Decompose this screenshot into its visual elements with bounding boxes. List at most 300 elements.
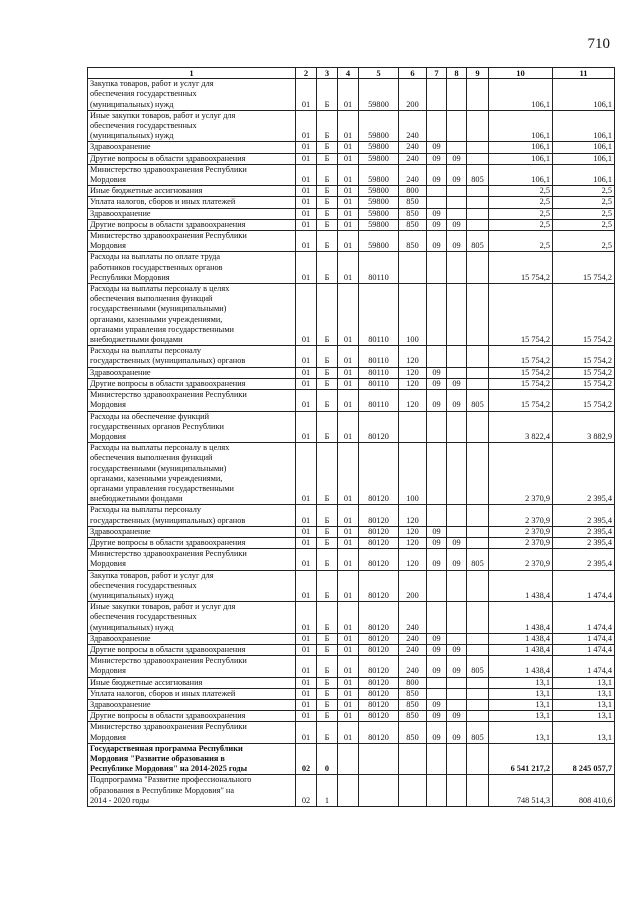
cell-c6 <box>399 411 427 443</box>
cell-c10: 13,1 <box>489 711 553 722</box>
cell-c6: 850 <box>399 688 427 699</box>
cell-c6: 850 <box>399 197 427 208</box>
cell-c9: 805 <box>467 164 489 185</box>
cell-c2: 01 <box>296 677 317 688</box>
table-row <box>88 197 615 208</box>
cell-c5: 80120 <box>359 699 399 710</box>
row-name-line: Министерство здравоохранения Республики <box>90 722 247 732</box>
table-row <box>88 570 615 602</box>
cell-c3: Б <box>317 79 338 111</box>
row-name-cell <box>88 602 296 634</box>
cell-c9 <box>467 505 489 526</box>
cell-c7 <box>427 79 447 111</box>
cell-c11: 2 395,4 <box>553 505 615 526</box>
cell-c2: 01 <box>296 164 317 185</box>
row-name-cell <box>88 549 296 570</box>
cell-c9 <box>467 378 489 389</box>
cell-c3: Б <box>317 390 338 411</box>
cell-c2: 01 <box>296 142 317 153</box>
cell-c9 <box>467 79 489 111</box>
cell-c7: 09 <box>427 367 447 378</box>
cell-c3: Б <box>317 252 338 284</box>
cell-c9 <box>467 711 489 722</box>
cell-c2: 01 <box>296 79 317 111</box>
cell-c10: 2,5 <box>489 186 553 197</box>
cell-c5: 80110 <box>359 378 399 389</box>
cell-c10: 106,1 <box>489 153 553 164</box>
row-name-line: Другие вопросы в области здравоохранения <box>90 378 246 388</box>
cell-c5: 59800 <box>359 186 399 197</box>
cell-c2: 01 <box>296 367 317 378</box>
cell-c5 <box>359 743 399 775</box>
cell-c9 <box>467 644 489 655</box>
cell-c8: 09 <box>447 219 467 230</box>
budget-table <box>87 67 615 807</box>
cell-c7: 09 <box>427 219 447 230</box>
cell-c6: 240 <box>399 602 427 634</box>
cell-c4: 01 <box>338 411 359 443</box>
table-row <box>88 186 615 197</box>
cell-c9 <box>467 677 489 688</box>
row-name-line: Министерство здравоохранения Республики <box>90 164 247 174</box>
cell-c10: 106,1 <box>489 79 553 111</box>
row-name-line: Уплата налогов, сборов и иных платежей <box>90 688 236 698</box>
cell-c9 <box>467 284 489 346</box>
cell-c4: 01 <box>338 110 359 142</box>
cell-c4: 01 <box>338 537 359 548</box>
cell-c11: 2,5 <box>553 197 615 208</box>
cell-c2: 01 <box>296 526 317 537</box>
cell-c4: 01 <box>338 505 359 526</box>
row-name-line: обеспечения выполнения функций <box>90 453 213 463</box>
cell-c8: 09 <box>447 722 467 743</box>
row-name-cell <box>88 711 296 722</box>
cell-c2: 01 <box>296 252 317 284</box>
row-name-cell <box>88 775 296 807</box>
row-name-line: органами управления государственными <box>90 483 234 493</box>
cell-c7 <box>427 505 447 526</box>
table-row <box>88 142 615 153</box>
row-name-line: Расходы на выплаты персоналу <box>90 346 202 356</box>
cell-c4: 01 <box>338 722 359 743</box>
cell-c6: 120 <box>399 378 427 389</box>
cell-c5: 59800 <box>359 164 399 185</box>
cell-c5: 80110 <box>359 346 399 367</box>
cell-c3: Б <box>317 722 338 743</box>
cell-c6: 120 <box>399 526 427 537</box>
cell-c4: 01 <box>338 197 359 208</box>
cell-c6: 120 <box>399 367 427 378</box>
cell-c3: Б <box>317 677 338 688</box>
column-header-10: 10 <box>489 68 553 79</box>
table-row <box>88 79 615 111</box>
cell-c6: 240 <box>399 142 427 153</box>
cell-c11: 2 395,4 <box>553 443 615 505</box>
cell-c5: 59800 <box>359 110 399 142</box>
cell-c4: 01 <box>338 677 359 688</box>
cell-c7 <box>427 677 447 688</box>
cell-c2: 02 <box>296 775 317 807</box>
row-name-line: Расходы на выплаты персоналу <box>90 505 202 515</box>
table-row <box>88 390 615 411</box>
row-name-line: Другие вопросы в области здравоохранения <box>90 153 246 163</box>
cell-c8: 09 <box>447 153 467 164</box>
cell-c10: 2 370,9 <box>489 526 553 537</box>
cell-c3: Б <box>317 505 338 526</box>
cell-c7 <box>427 284 447 346</box>
cell-c6: 850 <box>399 722 427 743</box>
cell-c11: 13,1 <box>553 711 615 722</box>
cell-c10: 2,5 <box>489 197 553 208</box>
cell-c9 <box>467 688 489 699</box>
row-name-cell <box>88 284 296 346</box>
cell-c10: 1 438,4 <box>489 633 553 644</box>
row-name-line: Иные бюджетные ассигнования <box>90 186 203 196</box>
cell-c6: 850 <box>399 219 427 230</box>
cell-c11: 106,1 <box>553 110 615 142</box>
table-row <box>88 526 615 537</box>
cell-c2: 01 <box>296 602 317 634</box>
cell-c8 <box>447 252 467 284</box>
row-name-cell <box>88 231 296 252</box>
cell-c11: 106,1 <box>553 79 615 111</box>
row-name-cell <box>88 142 296 153</box>
cell-c3: Б <box>317 164 338 185</box>
cell-c7 <box>427 688 447 699</box>
cell-c2: 01 <box>296 722 317 743</box>
row-name-cell <box>88 219 296 230</box>
cell-c2: 01 <box>296 284 317 346</box>
table-header-row <box>88 68 615 79</box>
cell-c2: 01 <box>296 549 317 570</box>
cell-c9 <box>467 346 489 367</box>
cell-c4: 01 <box>338 164 359 185</box>
row-name-line: (муниципальных) нужд <box>90 590 174 600</box>
cell-c8 <box>447 570 467 602</box>
cell-c7: 09 <box>427 711 447 722</box>
cell-c7: 09 <box>427 656 447 677</box>
row-name-cell <box>88 537 296 548</box>
cell-c10: 2,5 <box>489 208 553 219</box>
cell-c3: Б <box>317 208 338 219</box>
table-row <box>88 699 615 710</box>
cell-c9 <box>467 208 489 219</box>
cell-c7 <box>427 602 447 634</box>
table-row <box>88 164 615 185</box>
cell-c4: 01 <box>338 79 359 111</box>
cell-c6: 120 <box>399 390 427 411</box>
cell-c2: 01 <box>296 110 317 142</box>
row-name-line: (муниципальных) нужд <box>90 622 174 632</box>
cell-c6: 850 <box>399 711 427 722</box>
cell-c6: 120 <box>399 537 427 548</box>
cell-c10: 1 438,4 <box>489 602 553 634</box>
row-name-line: органами, казенными учреждениями, <box>90 473 223 483</box>
cell-c11: 1 474,4 <box>553 633 615 644</box>
cell-c3: 0 <box>317 743 338 775</box>
cell-c8: 09 <box>447 549 467 570</box>
cell-c7 <box>427 197 447 208</box>
cell-c5: 80110 <box>359 284 399 346</box>
row-name-line: Уплата налогов, сборов и иных платежей <box>90 197 236 207</box>
row-name-cell <box>88 633 296 644</box>
table-row <box>88 677 615 688</box>
row-name-line: Министерство здравоохранения Республики <box>90 390 247 400</box>
cell-c6: 240 <box>399 633 427 644</box>
row-name-line: (муниципальных) нужд <box>90 99 174 109</box>
cell-c7: 09 <box>427 142 447 153</box>
cell-c10: 2,5 <box>489 219 553 230</box>
cell-c10: 15 754,2 <box>489 346 553 367</box>
row-name-cell <box>88 411 296 443</box>
row-name-line: государственными (муниципальными) <box>90 463 227 473</box>
row-name-cell <box>88 443 296 505</box>
table-row <box>88 346 615 367</box>
column-header-7: 7 <box>427 68 447 79</box>
row-name-line: Другие вопросы в области здравоохранения <box>90 219 246 229</box>
cell-c4: 01 <box>338 526 359 537</box>
cell-c7: 09 <box>427 722 447 743</box>
table-row <box>88 644 615 655</box>
cell-c7: 09 <box>427 208 447 219</box>
cell-c7 <box>427 775 447 807</box>
cell-c11: 2,5 <box>553 231 615 252</box>
row-name-line: Мордовия <box>90 732 126 742</box>
table-row <box>88 378 615 389</box>
row-name-cell <box>88 186 296 197</box>
row-name-line: Здравоохранение <box>90 633 151 643</box>
row-name-line: Мордовия <box>90 559 126 569</box>
cell-c10: 13,1 <box>489 699 553 710</box>
cell-c6: 800 <box>399 186 427 197</box>
cell-c9 <box>467 743 489 775</box>
cell-c4 <box>338 743 359 775</box>
cell-c9 <box>467 197 489 208</box>
cell-c8: 09 <box>447 164 467 185</box>
cell-c7: 09 <box>427 390 447 411</box>
row-name-line: Расходы на выплаты персоналу в целях <box>90 284 230 294</box>
cell-c11: 8 245 057,7 <box>553 743 615 775</box>
cell-c10: 15 754,2 <box>489 284 553 346</box>
cell-c9: 805 <box>467 231 489 252</box>
cell-c3: Б <box>317 153 338 164</box>
cell-c8 <box>447 677 467 688</box>
cell-c4: 01 <box>338 688 359 699</box>
row-name-line: 2014 - 2020 годы <box>90 795 150 805</box>
cell-c11: 2,5 <box>553 208 615 219</box>
cell-c8: 09 <box>447 644 467 655</box>
cell-c2: 01 <box>296 688 317 699</box>
row-name-line: органами управления государственными <box>90 324 234 334</box>
cell-c8 <box>447 142 467 153</box>
cell-c2: 01 <box>296 570 317 602</box>
cell-c10: 106,1 <box>489 164 553 185</box>
cell-c6: 120 <box>399 346 427 367</box>
row-name-line: внебюджетными фондами <box>90 335 183 345</box>
cell-c5: 80110 <box>359 252 399 284</box>
cell-c9: 805 <box>467 390 489 411</box>
table-row <box>88 505 615 526</box>
cell-c6 <box>399 252 427 284</box>
cell-c9 <box>467 602 489 634</box>
cell-c7 <box>427 411 447 443</box>
cell-c4: 01 <box>338 153 359 164</box>
cell-c3: Б <box>317 346 338 367</box>
row-name-line: внебюджетными фондами <box>90 494 183 504</box>
row-name-line: обеспечения выполнения функций <box>90 294 213 304</box>
row-name-line: Республики Мордовия <box>90 272 170 282</box>
cell-c6: 120 <box>399 549 427 570</box>
row-name-line: Здравоохранение <box>90 208 151 218</box>
row-name-line: Иные бюджетные ассигнования <box>90 677 203 687</box>
cell-c11: 2,5 <box>553 219 615 230</box>
cell-c9: 805 <box>467 722 489 743</box>
row-name-line: Подпрограмма "Развитие профессионального <box>90 775 252 785</box>
cell-c5: 80120 <box>359 526 399 537</box>
row-name-line: Министерство здравоохранения Республики <box>90 231 247 241</box>
cell-c3: Б <box>317 549 338 570</box>
cell-c7: 09 <box>427 378 447 389</box>
cell-c8 <box>447 526 467 537</box>
cell-c3: Б <box>317 443 338 505</box>
cell-c9 <box>467 633 489 644</box>
cell-c3: Б <box>317 219 338 230</box>
row-name-line: Министерство здравоохранения Республики <box>90 656 247 666</box>
table-body <box>88 79 615 807</box>
row-name-line: Закупка товаров, работ и услуг для <box>90 79 214 89</box>
cell-c9 <box>467 110 489 142</box>
cell-c4: 01 <box>338 390 359 411</box>
cell-c10: 6 541 217,2 <box>489 743 553 775</box>
table-row <box>88 208 615 219</box>
cell-c2: 01 <box>296 390 317 411</box>
row-name-line: Мордовия <box>90 400 126 410</box>
cell-c6: 850 <box>399 231 427 252</box>
table-row <box>88 775 615 807</box>
cell-c7 <box>427 743 447 775</box>
cell-c4: 01 <box>338 711 359 722</box>
cell-c9 <box>467 699 489 710</box>
cell-c3: Б <box>317 367 338 378</box>
cell-c10: 3 822,4 <box>489 411 553 443</box>
cell-c5: 80110 <box>359 367 399 378</box>
table-row <box>88 110 615 142</box>
cell-c9: 805 <box>467 656 489 677</box>
cell-c6: 850 <box>399 208 427 219</box>
cell-c6: 100 <box>399 284 427 346</box>
cell-c4: 01 <box>338 346 359 367</box>
cell-c5: 59800 <box>359 219 399 230</box>
cell-c2: 01 <box>296 346 317 367</box>
cell-c5: 80120 <box>359 570 399 602</box>
row-name-cell <box>88 390 296 411</box>
row-name-line: Расходы на выплаты персоналу в целях <box>90 443 230 453</box>
cell-c9 <box>467 537 489 548</box>
row-name-line: Министерство здравоохранения Республики <box>90 549 247 559</box>
cell-c3: Б <box>317 537 338 548</box>
row-name-cell <box>88 688 296 699</box>
cell-c5: 59800 <box>359 142 399 153</box>
cell-c7: 09 <box>427 153 447 164</box>
cell-c4: 01 <box>338 231 359 252</box>
cell-c8: 09 <box>447 378 467 389</box>
cell-c4: 01 <box>338 570 359 602</box>
cell-c8 <box>447 411 467 443</box>
column-header-5: 5 <box>359 68 399 79</box>
cell-c11: 13,1 <box>553 722 615 743</box>
cell-c9 <box>467 153 489 164</box>
cell-c3: Б <box>317 526 338 537</box>
row-name-cell <box>88 153 296 164</box>
cell-c5: 80120 <box>359 411 399 443</box>
cell-c6: 800 <box>399 677 427 688</box>
cell-c3: Б <box>317 411 338 443</box>
cell-c2: 02 <box>296 743 317 775</box>
row-name-line: Иные закупки товаров, работ и услуг для <box>90 110 236 120</box>
cell-c4: 01 <box>338 443 359 505</box>
row-name-line: органами, казенными учреждениями, <box>90 314 223 324</box>
cell-c5: 80120 <box>359 505 399 526</box>
cell-c2: 01 <box>296 219 317 230</box>
cell-c7 <box>427 186 447 197</box>
cell-c7: 09 <box>427 537 447 548</box>
cell-c9 <box>467 411 489 443</box>
cell-c4: 01 <box>338 219 359 230</box>
cell-c11: 1 474,4 <box>553 602 615 634</box>
cell-c6: 240 <box>399 164 427 185</box>
cell-c2: 01 <box>296 644 317 655</box>
cell-c6 <box>399 743 427 775</box>
cell-c11: 15 754,2 <box>553 252 615 284</box>
cell-c11: 15 754,2 <box>553 390 615 411</box>
row-name-line: Республике Мордовия" на 2014-2025 годы <box>90 764 248 774</box>
row-name-line: Расходы на выплаты по оплате труда <box>90 252 221 262</box>
cell-c10: 2 370,9 <box>489 537 553 548</box>
cell-c8 <box>447 443 467 505</box>
cell-c4: 01 <box>338 633 359 644</box>
column-header-11: 11 <box>553 68 615 79</box>
cell-c11: 106,1 <box>553 164 615 185</box>
cell-c2: 01 <box>296 231 317 252</box>
cell-c2: 01 <box>296 711 317 722</box>
cell-c5: 59800 <box>359 231 399 252</box>
table-row <box>88 252 615 284</box>
row-name-cell <box>88 644 296 655</box>
row-name-cell <box>88 367 296 378</box>
cell-c3: Б <box>317 602 338 634</box>
cell-c4: 01 <box>338 644 359 655</box>
cell-c11: 106,1 <box>553 153 615 164</box>
row-name-line: Иные закупки товаров, работ и услуг для <box>90 602 236 612</box>
row-name-line: государственными (муниципальными) <box>90 304 227 314</box>
page-number: 710 <box>587 36 610 52</box>
row-name-line: Здравоохранение <box>90 526 151 536</box>
cell-c5 <box>359 775 399 807</box>
row-name-line: обеспечения государственных <box>90 580 197 590</box>
cell-c2: 01 <box>296 208 317 219</box>
cell-c11: 106,1 <box>553 142 615 153</box>
cell-c11: 2,5 <box>553 186 615 197</box>
column-header-8: 8 <box>447 68 467 79</box>
cell-c2: 01 <box>296 153 317 164</box>
cell-c5: 80120 <box>359 602 399 634</box>
cell-c7: 09 <box>427 699 447 710</box>
cell-c10: 106,1 <box>489 142 553 153</box>
column-header-3: 3 <box>317 68 338 79</box>
cell-c8: 09 <box>447 231 467 252</box>
row-name-cell <box>88 164 296 185</box>
cell-c10: 106,1 <box>489 110 553 142</box>
